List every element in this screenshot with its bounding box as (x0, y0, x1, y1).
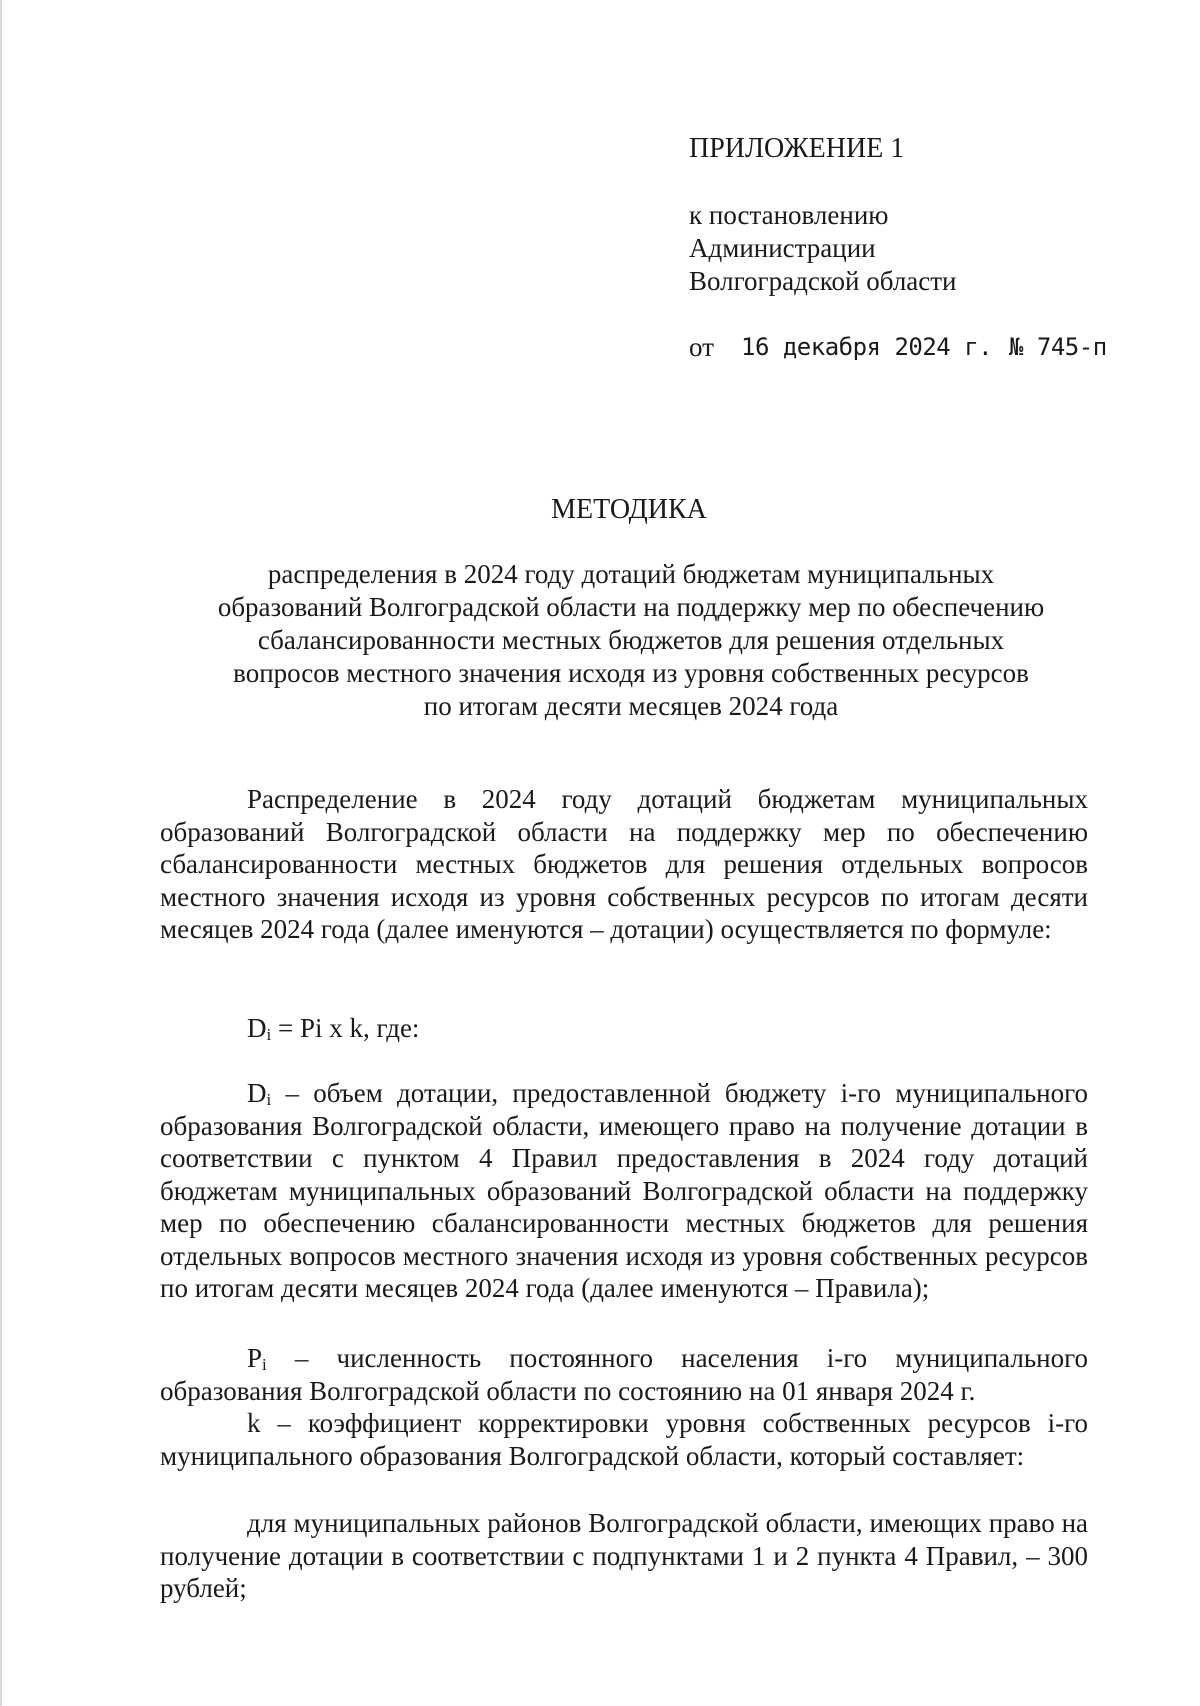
definition-d-subscript: i (266, 1090, 272, 1109)
definition-d-paragraph (160, 1077, 1088, 1305)
definition-p-paragraph (160, 1342, 1088, 1407)
definition-p-symbol: P (247, 1343, 263, 1373)
document-subtitle (160, 558, 1102, 723)
appendix-line-2: Администрации (689, 233, 876, 263)
appendix-title: ПРИЛОЖЕНИЕ 1 (689, 133, 905, 164)
definition-d-text: – объем дотации, предоставленной бюджету i-го муниципального образования Волгоградской области, имеющего право на получение дотации в соответствии с пунктом 4 Правил предоставления в 2024 году дотаций бюджетам муниципальных образований Волгоградской области на поддержку мер по обеспечению сбалансированности местных бюджетов для решения отдельных вопросов местного значения исходя из уровня собственных ресурсов по итогам десяти месяцев 2024 года (далее именуются – Правила); (160, 1078, 1088, 1303)
subtitle-line: по итогам десяти месяцев 2024 года (423, 691, 839, 721)
definition-p-text: – численность постоянного населения i-го муниципального образования Волгоградской области по состоянию на 01 января 2024 г. (160, 1343, 1088, 1406)
formula (247, 1012, 419, 1044)
intro-paragraph: Распределение в 2024 году дотаций бюджетам муниципальных образований Волгоградской области на поддержку мер по обеспечению сбалансированности местных бюджетов для решения отдельных вопросов местного значения исходя из уровня собственных ресурсов по итогам десяти месяцев 2024 года (далее именуются – дотации) осуществляется по формуле: (160, 784, 1088, 944)
definition-p-subscript: i (262, 1355, 267, 1374)
subtitle-line: распределения в 2024 году дотаций бюджетам муниципальных (267, 559, 995, 589)
subtitle-line: образований Волгоградской области на поддержку мер по обеспечению (217, 592, 1045, 622)
resolution-number: № 745-п (1009, 333, 1107, 361)
definition-d-symbol: D (247, 1078, 267, 1108)
date-number-row (689, 331, 1109, 363)
appendix-line-3: Волгоградской области (689, 266, 957, 296)
formula-lhs: D (247, 1013, 267, 1043)
formula-rhs: = Pi x k, где: (271, 1013, 420, 1043)
definition-k-paragraph: k – коэффициент корректировки уровня собственных ресурсов i-го муниципального образования Волгоградской области, который составляет: (160, 1408, 1088, 1471)
from-label: от (689, 332, 714, 362)
subtitle-line: вопросов местного значения исходя из уровня собственных ресурсов (233, 658, 1029, 688)
appendix-line-1: к постановлению (689, 200, 889, 230)
page-edge (0, 0, 2, 1706)
formula-lhs-subscript: i (266, 1025, 272, 1044)
districts-paragraph: для муниципальных районов Волгоградской области, имеющих право на получение дотации в соответствии с подпунктами 1 и 2 пункта 4 Правил, – 300 рублей; (160, 1508, 1088, 1603)
document-title: МЕТОДИКА (551, 494, 707, 525)
subtitle-line: сбалансированности местных бюджетов для решения отдельных (257, 625, 1005, 655)
resolution-date: 16 декабря 2024 г. (741, 333, 993, 361)
